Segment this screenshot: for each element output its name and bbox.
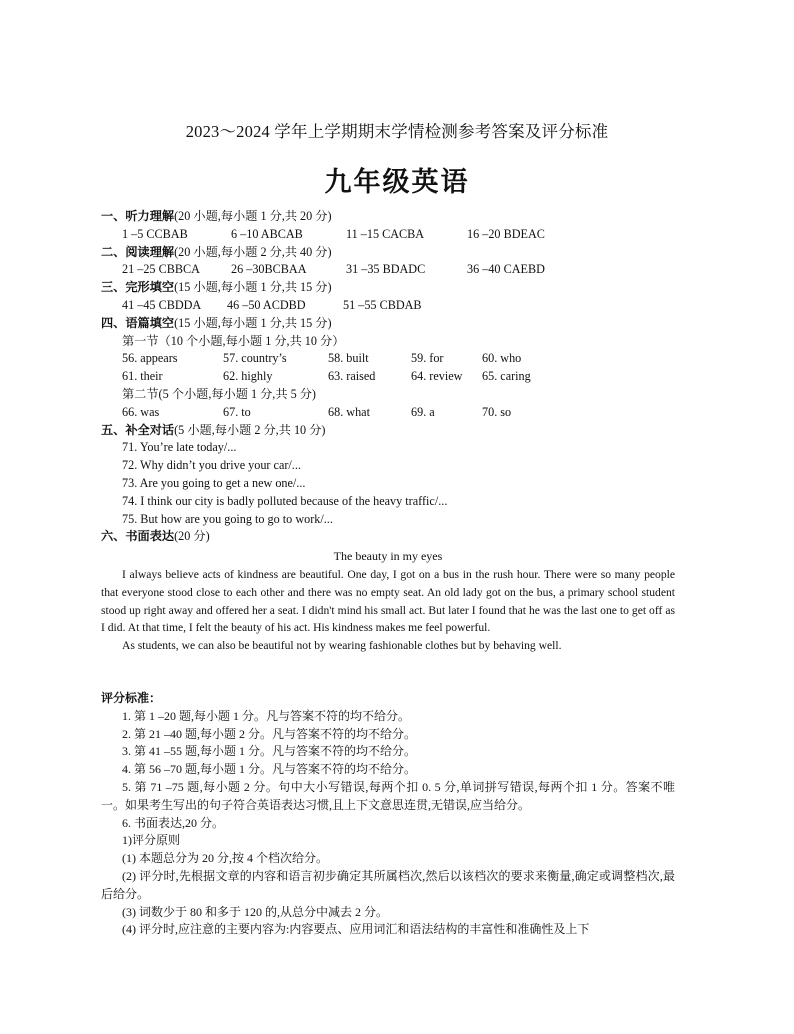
- essay-body: [101, 566, 675, 655]
- answer-item: 57. country’s: [223, 351, 287, 366]
- scoring-item: (3) 词数少于 80 和多于 120 的,从总分中减去 2 分。: [122, 904, 388, 919]
- answer-item: 69. a: [411, 404, 435, 419]
- section-note: (15 小题,每小题 1 分,共 15 分): [174, 280, 332, 295]
- answer-group: 51 –55 CBDAB: [343, 297, 422, 312]
- answer-item: 66. was: [122, 404, 160, 419]
- answer-item: 56. appears: [122, 351, 178, 366]
- answer-group: 21 –25 CBBCA: [122, 262, 200, 277]
- answer-item: 58. built: [328, 351, 369, 366]
- essay-paragraph: I always believe acts of kindness are beautiful. One day, I got on a bus in the rush hour. There were so many people that everyone stood close to each other and there was no empty seat. An old lady got on the bus, a primary school student stood up right away and offered her a seat. I didn't mind his small act. But later I found that he was the last one to get off as I did. At that time, I felt the beauty of his act. His kindness makes me feel powerful.: [101, 568, 675, 635]
- dialogue-answer: 71. You’re late today/...: [122, 440, 237, 455]
- section-heading-dialogue: [101, 422, 675, 440]
- answers-row-listening: [101, 226, 675, 244]
- scoring-standards: [101, 690, 675, 939]
- answer-item: 61. their: [122, 369, 163, 384]
- scoring-item: 2. 第 21 –40 题,每小题 2 分。凡与答案不符的均不给分。: [122, 726, 417, 741]
- scoring-item: (2) 评分时,先根据文章的内容和语言初步确定其所属档次,然后以该档次的要求来衡量,确定或调整档次,最后给分。: [101, 868, 675, 901]
- section-heading-reading: [101, 244, 675, 262]
- answer-body: [101, 208, 675, 546]
- dialogue-answer: 72. Why didn’t you drive your car/...: [122, 458, 301, 473]
- section-note: (5 小题,每小题 2 分,共 10 分): [174, 422, 326, 437]
- scoring-item: 3. 第 41 –55 题,每小题 1 分。凡与答案不符的均不给分。: [122, 744, 417, 759]
- section-note: (20 小题,每小题 1 分,共 20 分): [174, 209, 332, 223]
- section-title: 六、书面表达: [101, 529, 175, 544]
- answer-group: 26 –30BCBAA: [231, 262, 307, 277]
- section-note: (20 分): [174, 529, 210, 544]
- answer-item: 63. raised: [328, 369, 376, 384]
- essay-title: The beauty in my eyes: [333, 549, 443, 563]
- answers-row-reading: [101, 261, 675, 279]
- section-title: 五、补全对话: [101, 422, 175, 437]
- section-title: 三、完形填空: [101, 280, 175, 295]
- scoring-heading: 评分标准：: [101, 691, 162, 705]
- section-note: (15 小题,每小题 1 分,共 15 分): [174, 315, 332, 330]
- dialogue-answer: 75. But how are you going to go to work/...: [122, 511, 333, 526]
- answer-group: 46 –50 ACDBD: [227, 297, 306, 312]
- answer-group: 41 –45 CBDDA: [122, 297, 202, 312]
- part-one-label: 第一节（10 个小题,每小题 1 分,共 10 分）: [122, 333, 345, 348]
- part-two-label: 第二节(5 个小题,每小题 1 分,共 5 分): [122, 386, 316, 401]
- section-title: 二、阅读理解: [101, 244, 175, 259]
- answer-item: 59. for: [411, 351, 444, 366]
- section-title: 一、听力理解: [101, 209, 175, 223]
- answer-group: 11 –15 CACBA: [346, 226, 425, 241]
- answer-item: 67. to: [223, 404, 251, 419]
- answer-item: 70. so: [482, 404, 512, 419]
- scoring-item: 6. 书面表达,20 分。: [122, 815, 225, 830]
- section-heading-listening: [101, 208, 675, 226]
- scoring-item: (4) 评分时,应注意的主要内容为:内容要点、应用词汇和语法结构的丰富性和准确性及上下: [122, 922, 590, 937]
- answer-group: 16 –20 BDEAC: [467, 226, 545, 241]
- section-heading-passage-fill: [101, 315, 675, 333]
- answer-group: 36 –40 CAEBD: [467, 262, 545, 277]
- scoring-item: 5. 第 71 –75 题,每小题 2 分。句中大小写错误,每两个扣 0. 5 分,单词拼写错误,每两个扣 1 分。答案不唯一。如果考生写出的句子符合英语表达习惯,且上下文意思连贯,无错误,应当给分。: [101, 779, 675, 812]
- answer-item: 68. what: [328, 404, 370, 419]
- scoring-item: 1)评分原则: [122, 833, 180, 848]
- document-subtitle: 九年级英语: [324, 167, 470, 197]
- scoring-item: 1. 第 1 –20 题,每小题 1 分。凡与答案不符的均不给分。: [122, 708, 411, 723]
- answers-row-cloze: [101, 297, 675, 315]
- section-heading-writing: [101, 528, 675, 546]
- dialogue-answer: 73. Are you going to get a new one/...: [122, 475, 306, 490]
- answers-row-66-70: [101, 404, 675, 422]
- answers-row-61-65: [101, 368, 675, 386]
- essay-paragraph: As students, we can also be beautiful not by wearing fashionable clothes but by behaving well.: [122, 639, 562, 653]
- answers-row-56-60: [101, 350, 675, 368]
- answer-group: 1 –5 CCBAB: [122, 226, 188, 241]
- section-note: (20 小题,每小题 2 分,共 40 分): [174, 244, 332, 259]
- document-title: 2023～2024 学年上学期期末学情检测参考答案及评分标准: [185, 122, 609, 141]
- answer-group: 31 –35 BDADC: [346, 262, 426, 277]
- answer-item: 62. highly: [223, 369, 273, 384]
- answer-item: 64. review: [411, 369, 463, 384]
- scoring-item: (1) 本题总分为 20 分,按 4 个档次给分。: [122, 851, 328, 866]
- scoring-item: 4. 第 56 –70 题,每小题 1 分。凡与答案不符的均不给分。: [122, 762, 417, 777]
- section-title: 四、语篇填空: [101, 315, 175, 330]
- answer-item: 60. who: [482, 351, 522, 366]
- dialogue-answer: 74. I think our city is badly polluted because of the heavy traffic/...: [122, 493, 448, 508]
- answer-group: 6 –10 ABCAB: [231, 226, 303, 241]
- answer-item: 65. caring: [482, 369, 531, 384]
- section-heading-cloze: [101, 279, 675, 297]
- sample-essay: [101, 548, 675, 566]
